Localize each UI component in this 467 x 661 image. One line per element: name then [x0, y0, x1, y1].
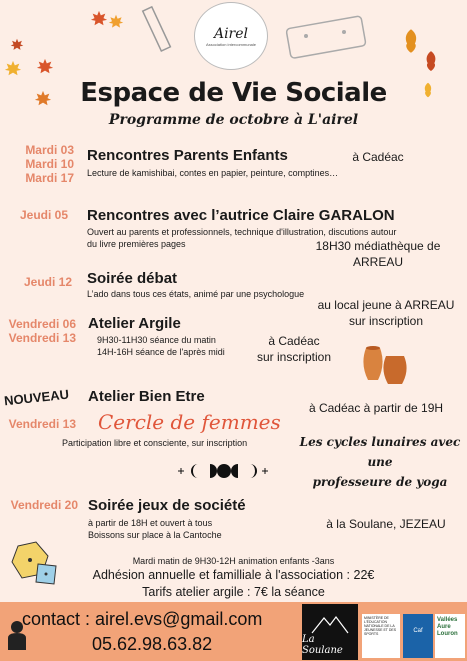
event-location: à la Soulane, JEZEAU [326, 517, 446, 531]
airel-logo: Airel Association intercommunale [194, 2, 268, 70]
maple-leaf-icon [90, 10, 108, 28]
event-dates: Vendredi 20 [10, 498, 78, 512]
page-title: Espace de Vie Sociale [80, 78, 387, 108]
info-line: Mardi matin de 9H30-12H animation enfants -3ans [132, 556, 335, 566]
event-title: Soirée jeux de société [88, 497, 246, 514]
event-dates: Jeudi 05 [19, 208, 68, 222]
maple-leaf-icon [108, 14, 124, 30]
caf-logo: Caf [403, 614, 433, 658]
domino-doodle-icon [282, 10, 372, 64]
ministere-logo: MINISTÈRE DE L'ÉDUCATION NATIONALE DE LA JEUNESSE ET DES SPORTS [362, 614, 400, 658]
event-dates: Vendredi 13 [8, 417, 76, 431]
contact-email[interactable]: contact : airel.evs@gmail.com [22, 609, 263, 629]
event-desc: Lecture de kamishibai, contes en papier, peinture, comptines… [87, 168, 339, 178]
page-subtitle: Programme de octobre à L'airel [108, 112, 359, 128]
maple-leaf-icon [10, 38, 24, 52]
event-title: Rencontres Parents Enfants [87, 147, 288, 164]
event-subtitle: Cercle de femmes [98, 410, 281, 434]
event-note: Les cycles lunaires avec une professeure de yoga [299, 435, 461, 489]
event-dates: Jeudi 12 [23, 275, 72, 289]
vallees-logo: Vallées Aure Louron [435, 614, 465, 658]
soulane-logo: La Soulane [302, 604, 358, 660]
event-title: Soirée débat [87, 270, 178, 287]
pottery-vase-icon [356, 340, 414, 388]
event-location: au local jeune à ARREAU sur inscription [317, 298, 455, 328]
moon-phases-icon [176, 462, 270, 480]
event-location: à Cadéac [352, 150, 404, 164]
oak-leaf-icon [420, 50, 442, 72]
event-location: 18H30 médiathèque de ARREAU [315, 239, 441, 269]
info-line: Tarifs atelier argile : 7€ la séance [142, 585, 325, 599]
new-badge: NOUVEAU [3, 386, 70, 409]
event-desc: à partir de 18H et ouvert à tous Boissons sur place à la Cantoche [88, 518, 222, 540]
event-title: Atelier Bien Etre [88, 388, 205, 405]
event-desc: L’ado dans tous ces états, animé par une psychologue [87, 289, 305, 299]
event-desc: 9H30-11H30 séance du matin 14H-16H séance de l'après midi [97, 335, 225, 357]
pencil-doodle-icon [140, 4, 180, 64]
event-desc: Ouvert au parents et professionnels, technique d'illustration, discutions autour du livre premières pages [87, 227, 397, 249]
maple-leaf-icon [4, 60, 22, 78]
event-dates: Vendredi 06 Vendredi 13 [8, 317, 76, 345]
mountain-icon [310, 614, 350, 634]
event-title: Atelier Argile [88, 315, 181, 332]
event-location: à Cadéac sur inscription [256, 334, 332, 364]
maple-leaf-icon [36, 58, 54, 76]
event-dates: Mardi 03 Mardi 10 Mardi 17 [25, 143, 74, 185]
event-desc: Participation libre et consciente, sur inscription [62, 438, 248, 448]
contact-phone[interactable]: 05.62.98.63.82 [92, 634, 213, 654]
event-title: Rencontres avec l’autrice Claire GARALON [87, 207, 395, 224]
event-location: à Cadéac à partir de 19H [308, 401, 444, 415]
info-line: Adhésion annuelle et familliale à l'association : 22€ [92, 568, 375, 582]
